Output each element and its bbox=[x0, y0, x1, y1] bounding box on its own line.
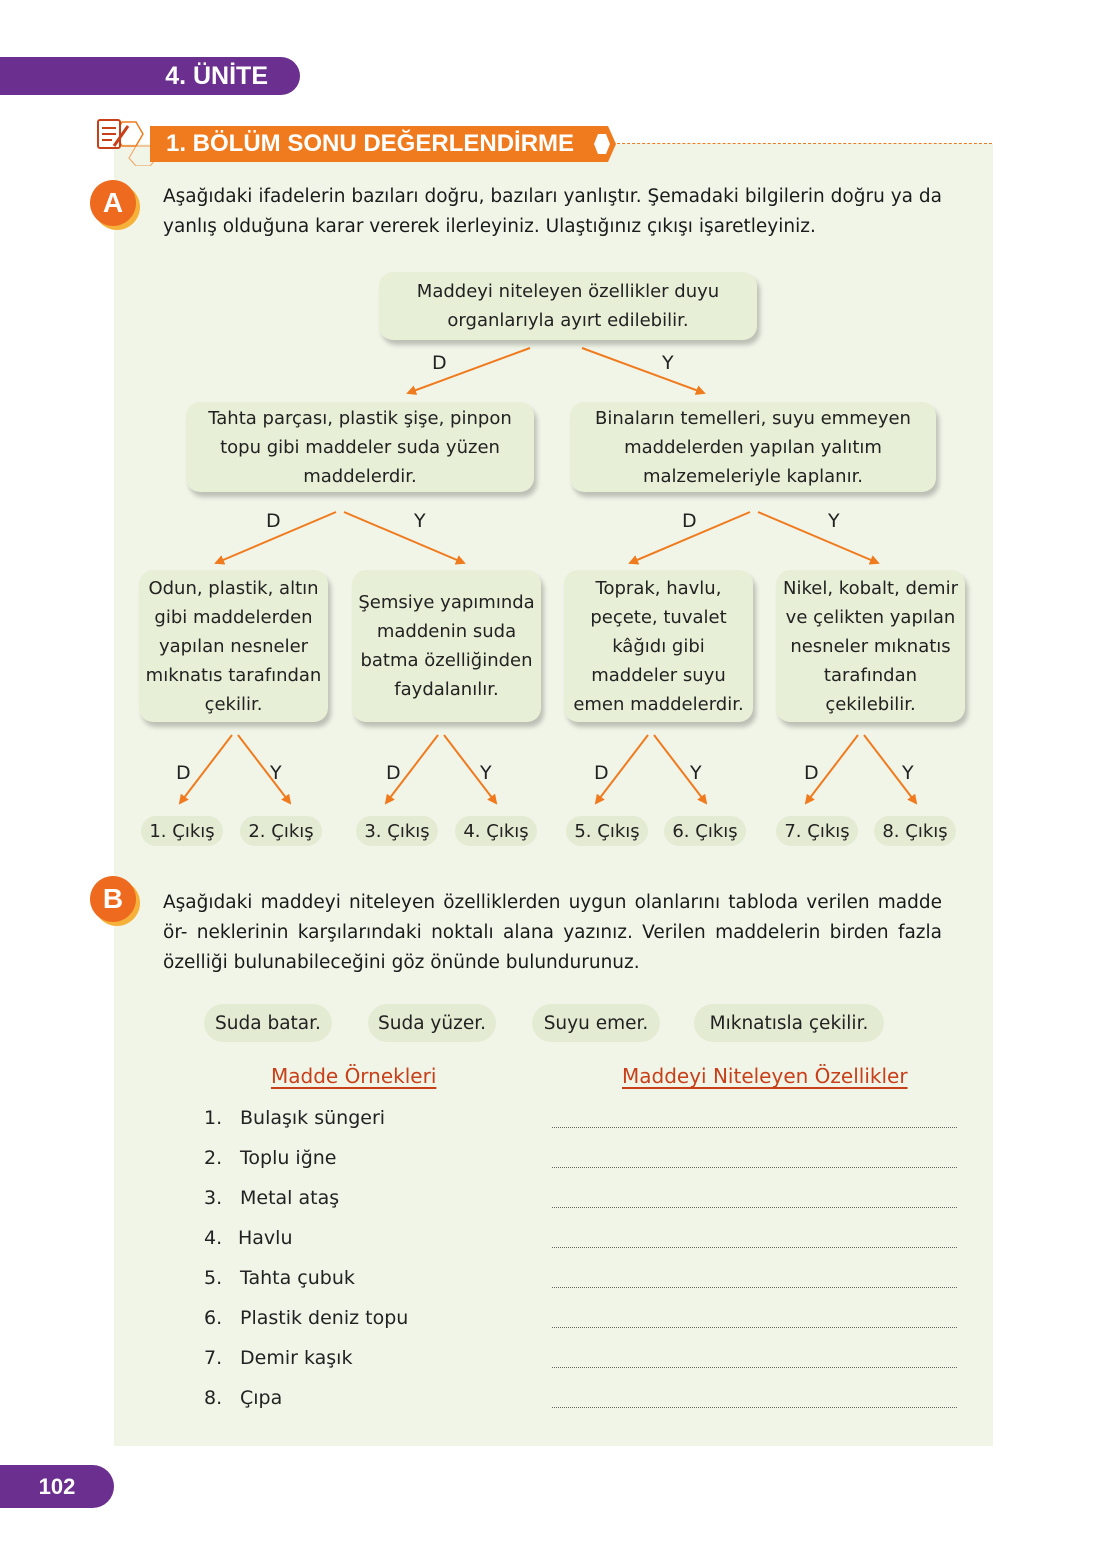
flow-box-l3-1: Odun, plastik, altın gibi maddelerden yapılan nesneler mıknatıs tarafından çekilir. bbox=[139, 570, 328, 722]
answer-line-3[interactable] bbox=[552, 1207, 957, 1208]
answer-line-7[interactable] bbox=[552, 1367, 957, 1368]
label-d: D bbox=[804, 762, 819, 784]
page-number bbox=[0, 1465, 114, 1508]
answer-line-6[interactable] bbox=[552, 1327, 957, 1328]
exit-7[interactable]: 7. Çıkış bbox=[776, 816, 858, 846]
flow-box-root: Maddeyi niteleyen özellikler duyu organlarıyla ayırt edilebilir. bbox=[379, 272, 757, 340]
label-y: Y bbox=[828, 510, 840, 532]
flow-box-l3-4: Nikel, kobalt, demir ve çelikten yapılan nesneler mıknatıs tarafından çekilebilir. bbox=[776, 570, 965, 722]
row-item-name: Tahta çubuk bbox=[240, 1267, 355, 1289]
row-number: 8. bbox=[204, 1387, 223, 1409]
exit-4[interactable]: 4. Çıkış bbox=[455, 816, 537, 846]
row-number: 6. bbox=[204, 1307, 223, 1329]
part-b-instruction: Aşağıdaki maddeyi niteleyen özelliklerden uygun olanlarını tabloda verilen madde ör- neklerinin karşılarındaki noktalı alana yazınız. Verilen maddelerin birden fazla özelliği bulunabileceğini göz önünde bulundurunuz. bbox=[163, 892, 942, 973]
section-title-text: 1. BÖLÜM SONU DEĞERLENDİRME bbox=[166, 130, 575, 157]
badge-b-label: B bbox=[102, 883, 124, 914]
row-number: 2. bbox=[204, 1147, 223, 1169]
exit-1[interactable]: 1. Çıkış bbox=[141, 816, 223, 846]
col-head-properties: Maddeyi Niteleyen Özellikler bbox=[622, 1064, 908, 1088]
answer-line-5[interactable] bbox=[552, 1287, 957, 1288]
label-d: D bbox=[266, 510, 281, 532]
exit-5[interactable]: 5. Çıkış bbox=[566, 816, 648, 846]
label-y: Y bbox=[662, 352, 674, 374]
row-number: 5. bbox=[204, 1267, 223, 1289]
option-sinks: Suda batar. bbox=[204, 1004, 332, 1042]
label-y: Y bbox=[480, 762, 492, 784]
exit-3[interactable]: 3. Çıkış bbox=[356, 816, 438, 846]
answer-line-2[interactable] bbox=[552, 1167, 957, 1168]
row-number: 3. bbox=[204, 1187, 223, 1209]
row-number: 7. bbox=[204, 1347, 223, 1369]
badge-b bbox=[90, 876, 136, 922]
row-item-name: Metal ataş bbox=[240, 1187, 340, 1209]
answer-line-8[interactable] bbox=[552, 1407, 957, 1408]
label-d: D bbox=[386, 762, 401, 784]
answer-line-4[interactable] bbox=[552, 1247, 957, 1248]
exit-6[interactable]: 6. Çıkış bbox=[664, 816, 746, 846]
label-d: D bbox=[432, 352, 447, 374]
flow-box-l3-3: Toprak, havlu, peçete, tuvalet kâğıdı gibi maddeler suyu emen maddelerdir. bbox=[564, 570, 753, 722]
label-d: D bbox=[682, 510, 697, 532]
badge-a-label: A bbox=[102, 187, 124, 218]
row-item-name: Çıpa bbox=[240, 1387, 283, 1409]
answer-line-1[interactable] bbox=[552, 1127, 957, 1128]
unit-label: 4. ÜNİTE bbox=[165, 61, 268, 90]
label-y: Y bbox=[270, 762, 282, 784]
row-item-name: Plastik deniz topu bbox=[240, 1307, 409, 1329]
label-d: D bbox=[594, 762, 609, 784]
row-item-name: Bulaşık süngeri bbox=[240, 1107, 386, 1129]
row-item-name: Demir kaşık bbox=[240, 1347, 353, 1369]
row-item-name: Toplu iğne bbox=[240, 1147, 337, 1169]
row-number: 4. bbox=[204, 1227, 223, 1249]
option-absorbs: Suyu emer. bbox=[532, 1004, 660, 1042]
option-floats: Suda yüzer. bbox=[368, 1004, 496, 1042]
flow-box-l3-2: Şemsiye yapımında maddenin suda batma özelliğinden faydalanılır. bbox=[352, 570, 541, 722]
row-item-name: Havlu bbox=[238, 1227, 293, 1249]
row-number: 1. bbox=[204, 1107, 223, 1129]
label-y: Y bbox=[690, 762, 702, 784]
option-magnetic: Mıknatısla çekilir. bbox=[694, 1004, 884, 1042]
exit-8[interactable]: 8. Çıkış bbox=[874, 816, 956, 846]
page-number-text: 102 bbox=[38, 1473, 76, 1499]
col-head-examples: Madde Örnekleri bbox=[271, 1064, 437, 1088]
flow-box-l2-left: Tahta parçası, plastik şişe, pinpon topu gibi maddeler suda yüzen maddelerdir. bbox=[186, 402, 534, 492]
exit-2[interactable]: 2. Çıkış bbox=[240, 816, 322, 846]
label-d: D bbox=[176, 762, 191, 784]
flow-box-l2-right: Binaların temelleri, suyu emmeyen maddelerden yapılan yalıtım malzemeleriyle kaplanır. bbox=[570, 402, 936, 492]
label-y: Y bbox=[414, 510, 426, 532]
label-y: Y bbox=[902, 762, 914, 784]
part-a-instruction: Aşağıdaki ifadelerin bazıları doğru, bazıları yanlıştır. Şemadaki bilgilerin doğru ya da yanlış olduğuna karar vererek ilerleyiniz. Ulaştığınız çıkışı işaretleyiniz. bbox=[163, 186, 942, 237]
